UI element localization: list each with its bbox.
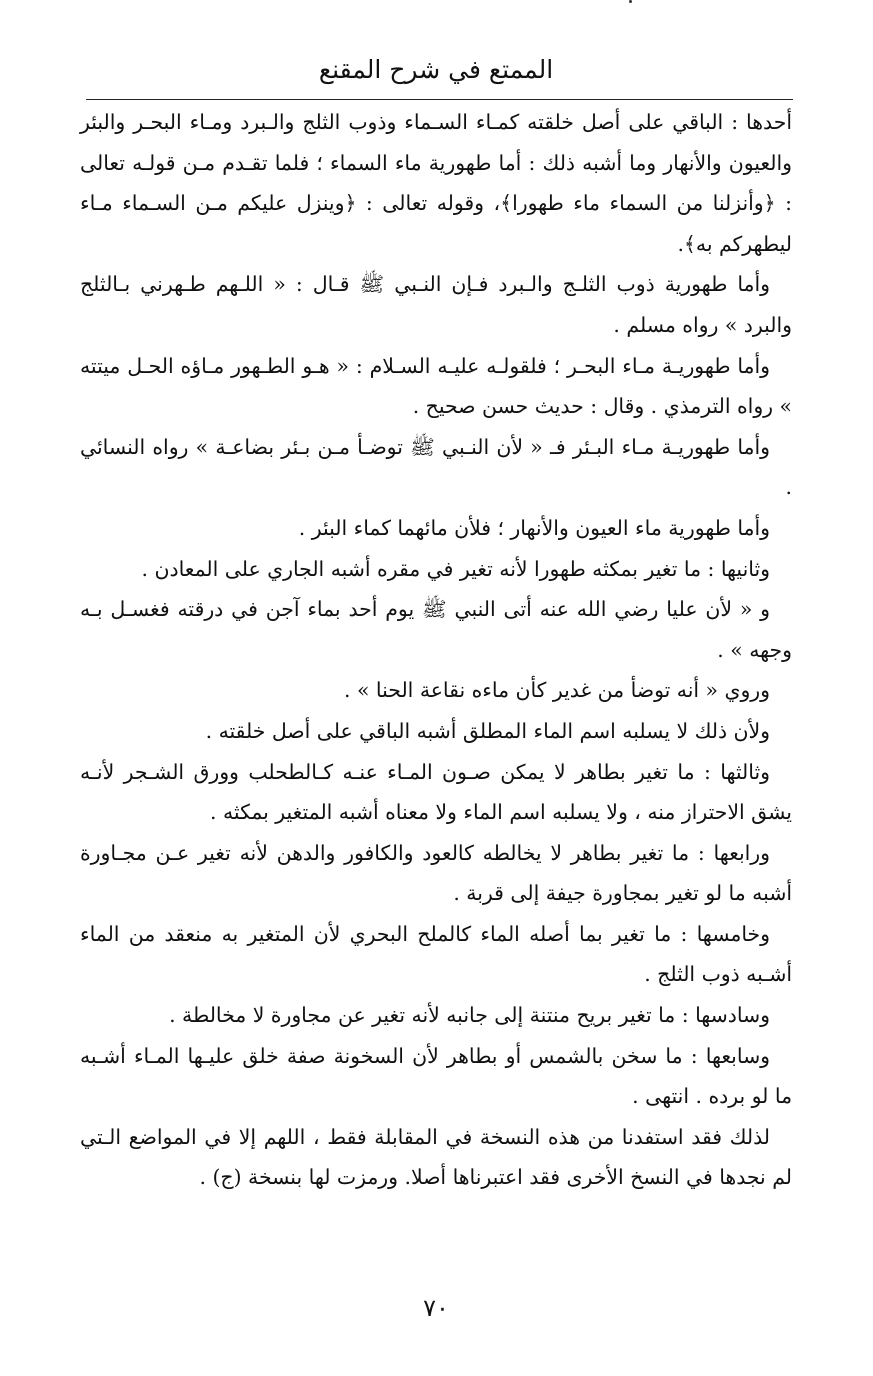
paragraph-13: وسادسها : ما تغير بريح منتنة إلى جانبه لأنه تغير عن مجاورة لا مخالطة . (169, 1003, 770, 1028)
running-title: الممتع في شرح المقنع (318, 55, 554, 84)
paragraph-7: و « لأن عليا رضي الله عنه أتى النبي ﷺ يوم أحد بماء آجن في درقته فغسـل بـه وجهه » . (80, 597, 792, 662)
paragraph-5: وأما طهورية ماء العيون والأنهار ؛ فلأن مائهما كماء البئر . (298, 515, 770, 540)
body-text (80, 102, 792, 1198)
paragraph-1: أحدها : الباقي على أصل خلقته كمـاء السـماء وذوب الثلج والـبرد ومـاء البحـر والبئر والعيون والأنهار وما أشبه ذلك : أما طهورية ماء السماء ؛ فلما تقـدم مـن قولـه تعالى : ﴿وأنزلنا من السماء ماء طهورا﴾، وقوله تعالى : ﴿وينزل عليكم مـن السـماء مـاء ليطهركم به﴾. (80, 110, 792, 256)
paragraph-15: لذلك فقد استفدنا من هذه النسخة في المقابلة فقط ، اللهم إلا في المواضع الـتي لم نجدها في النسخ الأخرى فقد اعتبرناها أصلا. ورمزت لها بنسخة (ج) . (80, 1124, 792, 1190)
page-speck (629, 0, 632, 3)
paragraph-11: ورابعها : ما تغير بطاهر لا يخالطه كالعود والكافور والدهن لأنه تغير عـن مجـاورة أشبه ما لو تغير بمجاورة جيفة إلى قربة . (80, 840, 792, 906)
paragraph-3: وأما طهوريـة مـاء البحـر ؛ فلقولـه عليـه السـلام : « هـو الطـهور مـاؤه الحـل ميتته » رواه الترمذي . وقال : حديث حسن صحيح . (80, 353, 792, 419)
paragraph-6: وثانيها : ما تغير بمكثه طهورا لأنه تغير في مقره أشبه الجاري على المعادن . (141, 556, 770, 581)
page-number: ٧٠ (423, 1294, 449, 1322)
header-rule (86, 99, 793, 100)
paragraph-4: وأما طهوريـة مـاء البـئر فـ « لأن النـبي ﷺ توضـأ مـن بـئر بضاعـة » رواه النسائي . (80, 434, 792, 500)
paragraph-12: وخامسها : ما تغير بما أصله الماء كالملح البحري لأن المتغير به منعقد من الماء أشـبه ذوب الثلج . (80, 921, 792, 987)
paragraph-2: وأما طهورية ذوب الثلـج والـبرد فـإن النـبي ﷺ قـال : « اللـهم طـهرني بـالثلج والبرد » رواه مسلم . (80, 272, 792, 337)
paragraph-8: وروي « أنه توضأ من غدير كأن ماءه نقاعة الحنا » . (344, 678, 770, 703)
paragraph-9: ولأن ذلك لا يسلبه اسم الماء المطلق أشبه الباقي على أصل خلقته . (205, 718, 770, 743)
paragraph-14: وسابعها : ما سخن بالشمس أو بطاهر لأن السخونة صفة خلق عليـها المـاء أشـبه ما لو برده . انتهى . (80, 1043, 792, 1109)
paragraph-10: وثالثها : ما تغير بطاهر لا يمكن صـون المـاء عنـه كـالطحلب وورق الشـجر لأنـه يشق الاحتراز منه ، ولا يسلبه اسم الماء ولا معناه أشبه المتغير بمكثه . (80, 759, 792, 825)
